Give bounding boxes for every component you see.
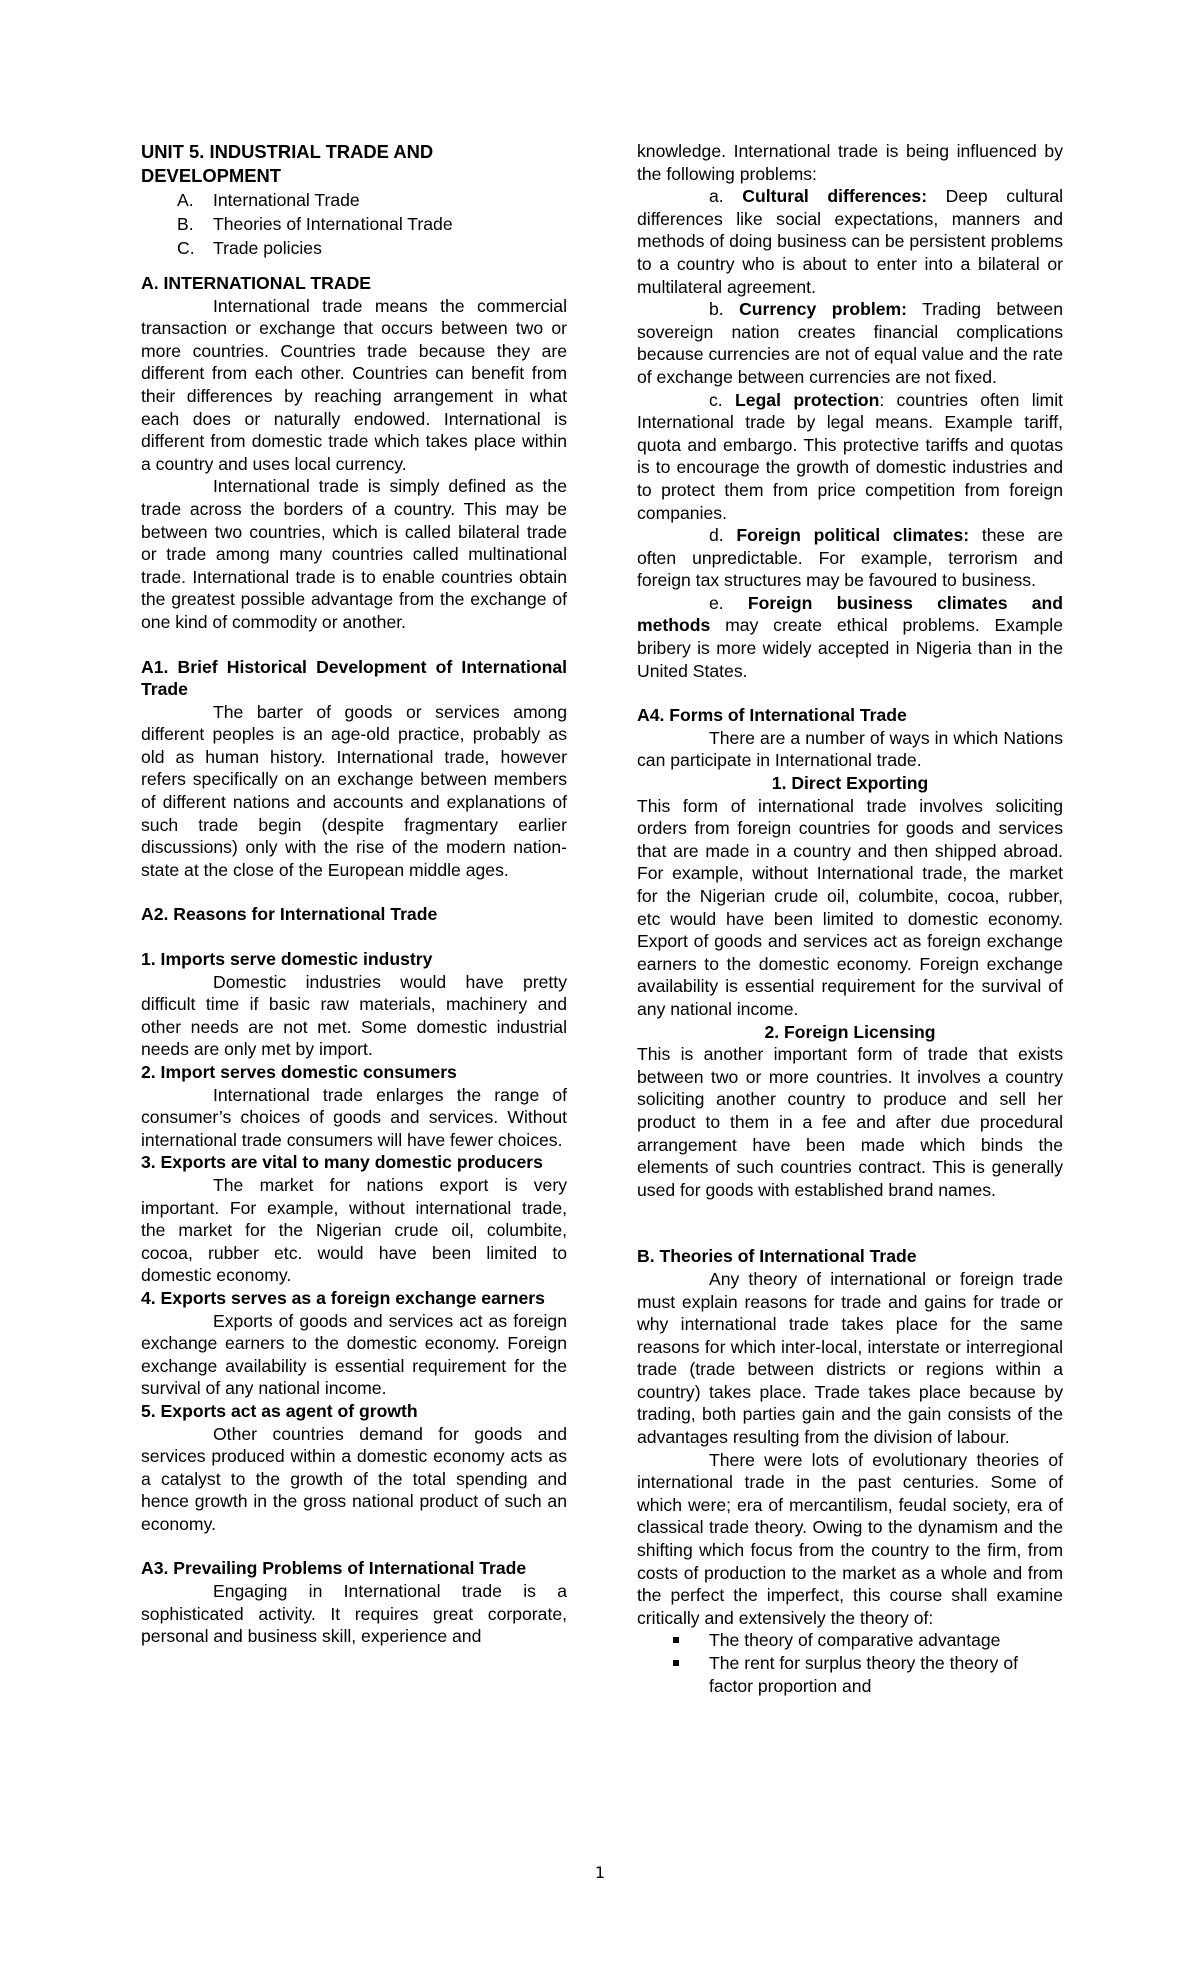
section-heading-a1: A1. Brief Historical Development of International Trade — [141, 656, 567, 700]
paragraph: International trade enlarges the range of consumer’s choices of goods and services. Without international trade consumers will have fewer choices. — [141, 1084, 567, 1150]
item-term: Foreign political climates: — [736, 525, 970, 546]
item-letter: b. — [709, 299, 724, 320]
toc-text: Trade policies — [213, 238, 322, 258]
toc-text: International Trade — [213, 190, 360, 210]
item-text: Trading between sovereign nation creates financial complications because currencies are not of equal value and the rate of exchange between currencies are not fixed. — [637, 299, 1063, 387]
section-heading-a4: A4. Forms of International Trade — [637, 705, 907, 726]
paragraph: International trade is simply defined as the trade across the borders of a country. This may be between two countries, which is called bilateral trade or trade among many countries called multinational trade. International trade is to enable countries obtain the greatest possible advantage from the exchange of one kind of commodity or another. — [141, 476, 567, 632]
toc-item — [141, 212, 567, 236]
toc-text: Theories of International Trade — [213, 214, 453, 234]
problem-item — [637, 298, 1063, 388]
list-item — [637, 1629, 1063, 1652]
item-text: these are often unpredictable. For example, terrorism and foreign tax structures may be favoured to business. — [637, 525, 1063, 591]
toc-marker: A. — [177, 190, 194, 210]
list-item — [637, 1652, 1063, 1697]
reason-heading: 4. Exports serves as a foreign exchange earners — [141, 1287, 545, 1308]
item-term: Foreign business climates and methods — [637, 592, 1064, 636]
square-bullet-icon — [673, 1637, 679, 1643]
paragraph: Domestic industries would have pretty difficult time if basic raw materials, machinery and other needs are not met. Some domestic industrial needs are only met by import. — [141, 971, 567, 1060]
paragraph: The barter of goods or services among different peoples is an age-old practice, probably as old as human history. International trade, however refers specifically on an exchange between members of different nations and accounts and explanations of such trade begin (despite fragmentary earlier discussions) only with the rise of the modern nation-state at the close of the European middle ages. — [141, 701, 567, 880]
problem-item — [637, 389, 1063, 525]
item-letter: e. — [709, 592, 724, 613]
list-item-text: The theory of comparative advantage — [709, 1630, 1001, 1651]
section-heading-international-trade: A. INTERNATIONAL TRADE — [141, 273, 372, 293]
item-text: may create ethical problems. Example bribery is more widely accepted in Nigeria than in the United States. — [637, 615, 1063, 681]
theory-list — [637, 1629, 1063, 1697]
paragraph: There were lots of evolutionary theories of international trade in the past centuries. Some of which were; era of mercantilism, feudal society, era of classical trade theory. Owing to the dynamism and the shifting which focus from the country to the firm, from costs of production to the market as a whole and from the perfect the imperfect, this course shall examine critically and extensively the theory of: — [637, 1449, 1063, 1628]
paragraph: Engaging in International trade is a sophisticated activity. It requires great corporate, personal and business skill, experience and — [141, 1581, 567, 1647]
paragraph-continued: knowledge. International trade is being influenced by the following problems: — [637, 141, 1063, 184]
toc-marker: B. — [177, 214, 194, 234]
toc-item — [141, 236, 567, 260]
form-heading: 2. Foreign Licensing — [764, 1021, 936, 1042]
paragraph: International trade means the commercial transaction or exchange that occurs between two or more countries. Countries trade because they are different from each other. Countries can benefit from their differences by reaching arrangement in what each does or naturally endowed. International is different from domestic trade which takes place within a country and uses local currency. — [141, 295, 567, 474]
paragraph: Any theory of international or foreign trade must explain reasons for trade and gains for trade or why international trade takes place for the same reasons for which inter-local, interstate or interregional trade (trade between districts or regions within a country) takes place. Trade takes place because by trading, both parties gain and the gain consists of the advantages resulting from the division of labour. — [637, 1268, 1063, 1448]
reason-heading: 1. Imports serve domestic industry — [141, 949, 433, 970]
paragraph: This is another important form of trade that exists between two or more countries. It involves a country soliciting another country to produce and sell her product to them in a fee and after due procedural arrangement have been made which binds the elements of such countries contract. This is generally used for goods with established brand names. — [637, 1044, 1063, 1200]
reason-heading: 5. Exports act as agent of growth — [141, 1400, 418, 1421]
reason-heading: 3. Exports are vital to many domestic producers — [141, 1152, 543, 1173]
problem-item — [637, 185, 1063, 298]
item-text: : countries often limit International trade by legal means. Example tariff, quota and embargo. This protective tariffs and quotas is to encourage the growth of domestic industries and to protect them from price competition from foreign companies. — [637, 389, 1064, 523]
section-heading-a2: A2. Reasons for International Trade — [141, 904, 438, 925]
item-term: Legal protection — [735, 389, 880, 410]
problem-item — [637, 524, 1063, 592]
section-heading-a3: A3. Prevailing Problems of International Trade — [141, 1558, 527, 1579]
form-heading: 1. Direct Exporting — [771, 773, 929, 794]
list-item-text: The rent for surplus theory the theory of factor proportion and — [709, 1653, 1019, 1696]
paragraph: This form of international trade involves soliciting orders from foreign countries for goods and services that are made in a country and then shipped abroad. For example, without International trade, the market for the Nigerian crude oil, columbite, cocoa, rubber, etc would have been limited to domestic economy. Export of goods and services act as foreign exchange earners to the domestic economy. Foreign exchange availability is essential requirement for the survival of any national income. — [637, 795, 1063, 1019]
section-heading-theories: B. Theories of International Trade — [637, 1246, 917, 1267]
item-letter: a. — [709, 186, 724, 207]
page-number: 1 — [594, 1863, 606, 1882]
item-term: Currency problem: — [739, 299, 907, 320]
toc-item — [141, 188, 567, 212]
item-text: Deep cultural differences like social expectations, manners and methods of doing business can be persistent problems to a country who is about to enter into a bilateral or multilateral agreement. — [637, 186, 1064, 297]
item-letter: d. — [709, 525, 724, 546]
table-of-contents — [141, 188, 567, 260]
square-bullet-icon — [673, 1660, 679, 1666]
left-column — [141, 140, 567, 1648]
reason-heading: 2. Import serves domestic consumers — [141, 1062, 457, 1082]
right-column — [637, 140, 1063, 1697]
toc-marker: C. — [177, 238, 195, 258]
paragraph: Other countries demand for goods and services produced within a domestic economy acts as a catalyst to the growth of the total spending and hence growth in the gross national product of such an economy. — [141, 1423, 567, 1534]
unit-title: UNIT 5. INDUSTRIAL TRADE AND DEVELOPMENT — [141, 141, 434, 186]
item-term: Cultural differences: — [742, 186, 928, 207]
paragraph: There are a number of ways in which Nations can participate in International trade. — [637, 727, 1063, 771]
item-letter: c. — [709, 389, 723, 410]
paragraph: The market for nations export is very important. For example, without international trade, the market for the Nigerian crude oil, columbite, cocoa, rubber etc. would have been limited to domestic economy. — [141, 1174, 567, 1286]
paragraph: Exports of goods and services act as foreign exchange earners to the domestic economy. Foreign exchange availability is essential requirement for the survival of any national income. — [141, 1310, 567, 1399]
problem-item — [637, 592, 1063, 682]
